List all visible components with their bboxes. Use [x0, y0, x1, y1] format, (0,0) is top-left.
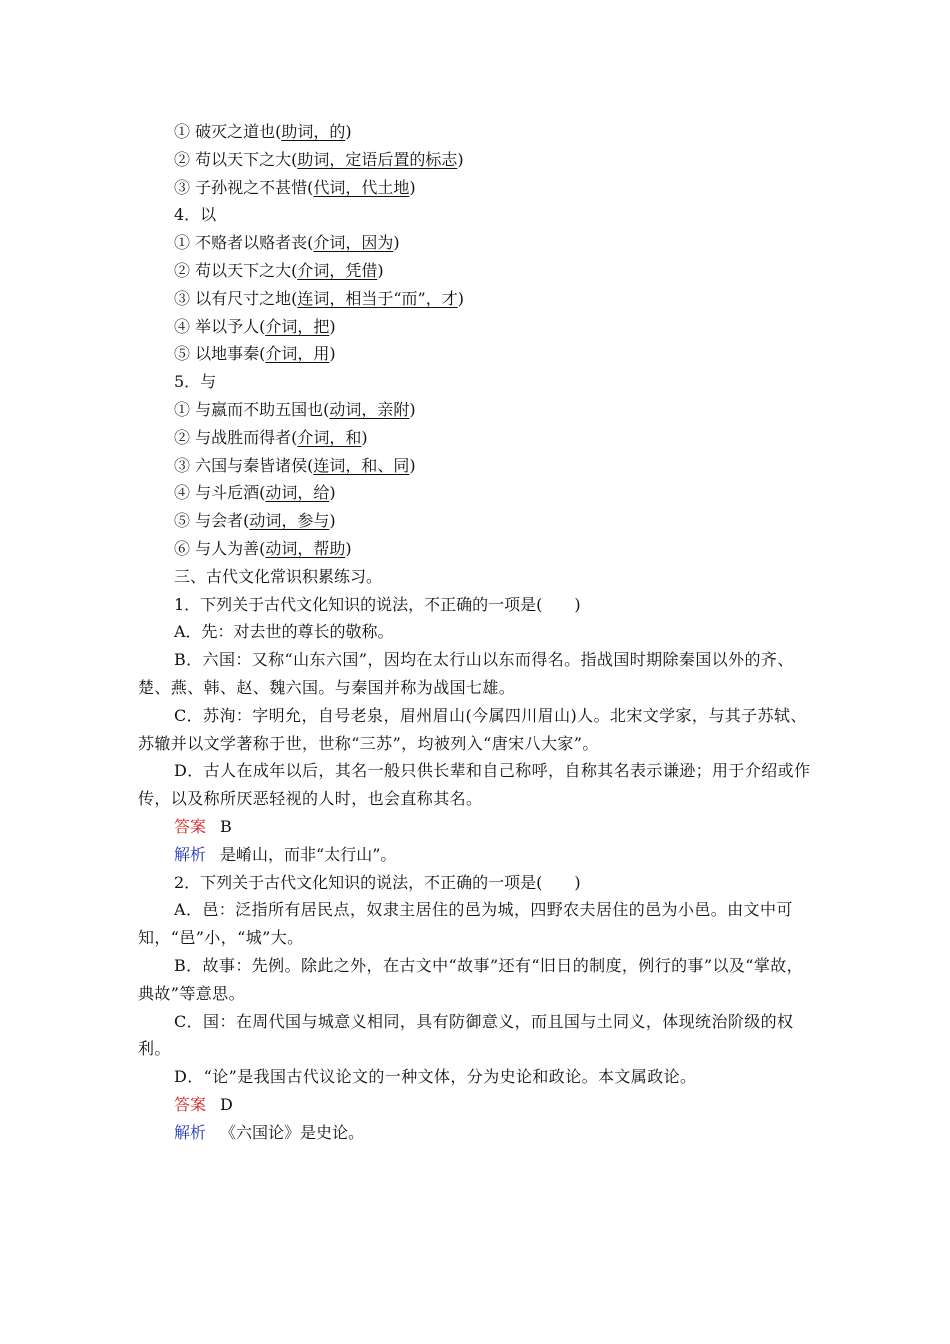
gloss-item	[138, 396, 818, 424]
gloss-answer: 动词，参与	[249, 511, 330, 531]
gloss-close: )	[329, 344, 336, 364]
gloss-text: ① 与嬴而不助五国也(	[174, 399, 330, 419]
gloss-close: )	[361, 427, 368, 447]
answer-label: 答案	[174, 1094, 207, 1114]
gloss-close: )	[409, 399, 416, 419]
gloss-item	[138, 229, 818, 257]
paragraph: C．国：在周代国与城意义相同，具有防御意义，而且国与土同义，体现统治阶级的权利。	[138, 1011, 794, 1059]
gloss-close: )	[409, 455, 416, 475]
gloss-item	[138, 424, 818, 452]
gloss-item	[138, 340, 818, 368]
answer-value: B	[220, 816, 232, 836]
explanation-line	[138, 841, 818, 869]
gloss-close: )	[345, 122, 352, 141]
explanation-line	[138, 1119, 818, 1147]
gloss-answer: 连词，和、同	[313, 455, 410, 475]
explanation-label: 解析	[174, 1122, 207, 1142]
paragraph: D．“论”是我国古代议论文的一种文体，分为史论和政论。本文属政论。	[174, 1067, 697, 1087]
text-line: 5．与	[174, 372, 217, 392]
gloss-text: ③ 子孙视之不甚惜(	[174, 177, 314, 197]
gloss-text: ④ 与斗卮酒(	[174, 483, 266, 503]
text-line: 4．以	[174, 205, 217, 225]
gloss-close: )	[457, 149, 464, 169]
gloss-answer: 介词，和	[297, 427, 362, 447]
gloss-text: ① 破灭之道也(	[174, 122, 282, 141]
text-line: 2．下列关于古代文化知识的说法，不正确的一项是( )	[174, 872, 581, 892]
gloss-text: ⑤ 以地事秦(	[174, 344, 266, 364]
explanation-text: 是崤山，而非“太行山”。	[220, 844, 397, 864]
text-line: A．先：对去世的尊长的敬称。	[174, 622, 394, 642]
gloss-close: )	[329, 316, 336, 336]
answer-line	[138, 1091, 818, 1119]
gloss-text: ① 不赂者以赂者丧(	[174, 233, 314, 253]
gloss-text: ④ 举以予人(	[174, 316, 266, 336]
gloss-close: )	[457, 288, 464, 308]
gloss-answer: 介词，因为	[313, 233, 394, 253]
gloss-close: )	[377, 260, 384, 280]
gloss-item	[138, 146, 818, 174]
gloss-item	[138, 507, 818, 535]
gloss-answer: 动词，帮助	[265, 538, 346, 558]
gloss-close: )	[329, 483, 336, 503]
gloss-close: )	[393, 233, 400, 253]
gloss-text: ② 与战胜而得者(	[174, 427, 298, 447]
gloss-item	[138, 118, 818, 146]
gloss-item	[138, 313, 818, 341]
gloss-item	[138, 257, 818, 285]
paragraph: C．苏洵：字明允，自号老泉，眉州眉山(今属四川眉山)人。北宋文学家，与其子苏轼、苏辙并以文学著称于世，世称“三苏”，均被列入“唐宋八大家”。	[138, 705, 807, 753]
gloss-answer: 介词，把	[265, 316, 330, 336]
gloss-text: ⑥ 与人为善(	[174, 538, 266, 558]
gloss-answer: 助词，的	[281, 122, 346, 141]
gloss-item	[138, 479, 818, 507]
gloss-answer: 连词，相当于“而”，才	[297, 288, 458, 308]
answer-value: D	[220, 1094, 233, 1114]
gloss-answer: 介词，凭借	[297, 260, 378, 280]
paragraph: B．六国：又称“山东六国”，因均在太行山以东而得名。指战国时期除秦国以外的齐、楚、燕、韩、赵、魏六国。与秦国并称为战国七雄。	[138, 650, 794, 697]
gloss-answer: 助词，定语后置的标志	[297, 149, 458, 169]
gloss-text: ② 苟以天下之大(	[174, 260, 298, 280]
gloss-answer: 动词，给	[265, 483, 330, 503]
gloss-item	[138, 285, 818, 313]
paragraph: D．古人在成年以后，其名一般只供长辈和自己称呼，自称其名表示谦逊；用于介绍或作传，以及称所厌恶轻视的人时，也会直称其名。	[138, 761, 811, 809]
explanation-text: 《六国论》是史论。	[220, 1122, 365, 1142]
gloss-text: ⑤ 与会者(	[174, 511, 250, 531]
gloss-close: )	[409, 177, 416, 197]
text-line: 三、古代文化常识积累练习。	[174, 566, 383, 586]
gloss-answer: 介词，用	[265, 344, 330, 364]
paragraph: A．邑：泛指所有居民点，奴隶主居住的邑为城，四野农夫居住的邑为小邑。由文中可知，“邑”小，“城”大。	[138, 900, 793, 948]
gloss-answer: 代词，代土地	[313, 177, 410, 197]
gloss-text: ② 苟以天下之大(	[174, 149, 298, 169]
gloss-text: ③ 六国与秦皆诸侯(	[174, 455, 314, 475]
gloss-item	[138, 535, 818, 563]
document-body	[138, 118, 818, 1146]
gloss-item	[138, 452, 818, 480]
paragraph: B．故事：先例。除此之外，在古文中“故事”还有“旧日的制度，例行的事”以及“掌故，典故”等意思。	[138, 955, 804, 1003]
gloss-item	[138, 174, 818, 202]
answer-line	[138, 813, 818, 841]
explanation-label: 解析	[174, 844, 207, 864]
answer-label: 答案	[174, 816, 207, 836]
gloss-answer: 动词，亲附	[329, 399, 410, 419]
gloss-close: )	[345, 538, 352, 558]
text-line: 1．下列关于古代文化知识的说法，不正确的一项是( )	[174, 594, 581, 614]
gloss-close: )	[329, 511, 336, 531]
gloss-text: ③ 以有尺寸之地(	[174, 288, 298, 308]
